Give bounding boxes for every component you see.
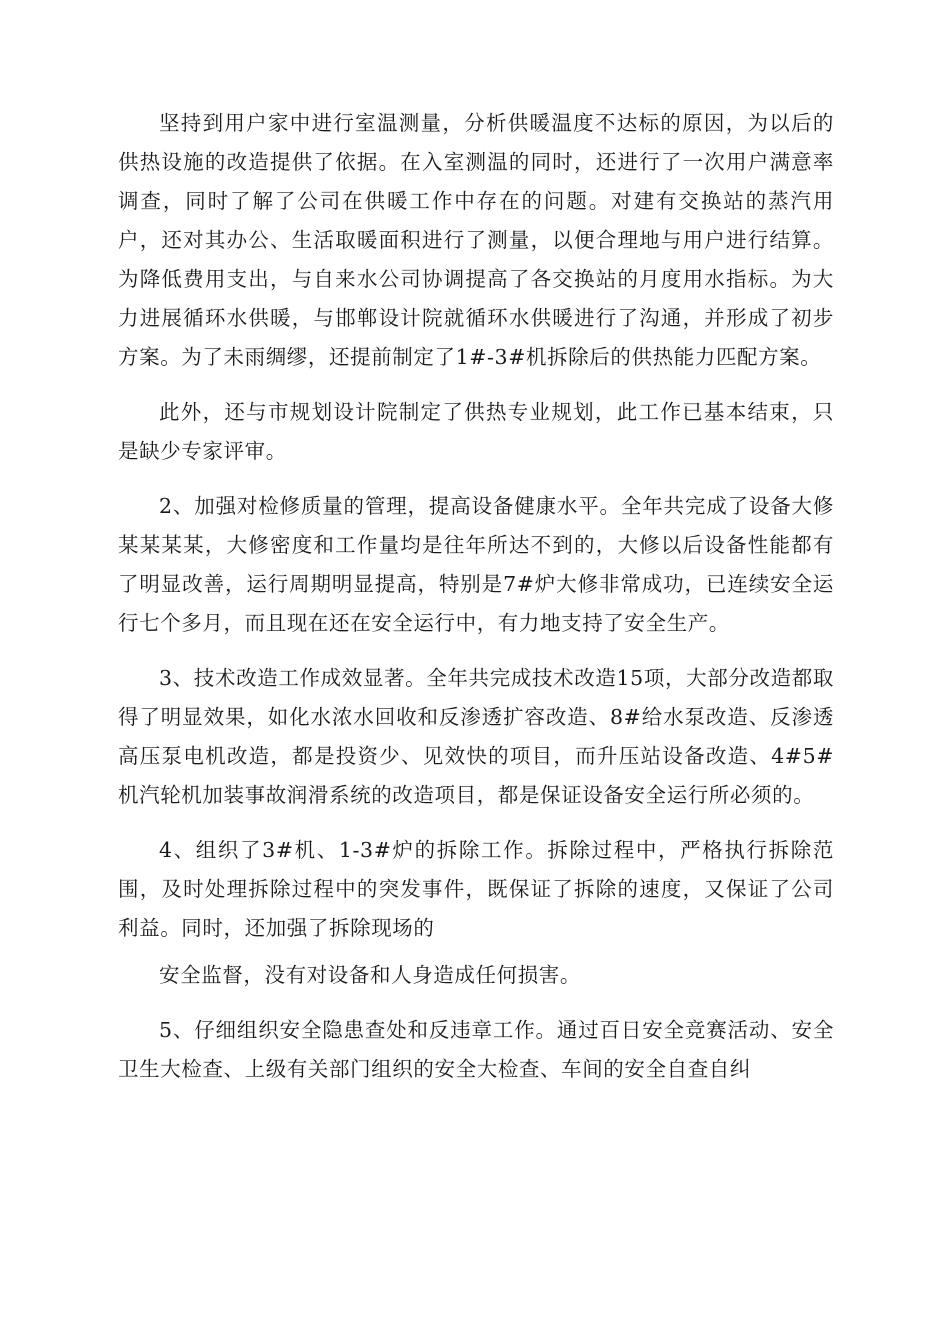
paragraph-hazard-inspection: 5、仔细组织安全隐患查处和反违章工作。通过百日安全竞赛活动、安全卫生大检查、上级有关部门组织的安全大检查、车间的安全自查自纠 bbox=[118, 1018, 834, 1081]
document-body bbox=[118, 104, 834, 1105]
paragraph-safety-supervision: 安全监督，没有对设备和人身造成任何损害。 bbox=[159, 963, 581, 987]
paragraph-heating-plan: 此外，还与市规划设计院制定了供热专业规划，此工作已基本结束，只是缺少专家评审。 bbox=[118, 400, 834, 463]
paragraph-technical-renovation: 3、技术改造工作成效显著。全年共完成技术改造15项，大部分改造都取得了明显效果，如化水浓水回收和反渗透扩容改造、8#给水泵改造、反渗透高压泵电机改造，都是投资少、见效快的项目，而升压站设备改造、4#5#机汽轮机加装事故润滑系统的改造项目，都是保证设备安全运行所必须的。 bbox=[118, 666, 834, 807]
paragraph-maintenance-quality: 2、加强对检修质量的管理，提高设备健康水平。全年共完成了设备大修某某某某，大修密度和工作量均是往年所达不到的，大修以后设备性能都有了明显改善，运行周期明显提高，特别是7#炉大修非常成功，已连续安全运行七个多月，而且现在还在安全运行中，有力地支持了安全生产。 bbox=[118, 494, 834, 635]
paragraph-demolition: 4、组织了3#机、1-3#炉的拆除工作。拆除过程中，严格执行拆除范围，及时处理拆除过程中的突发事件，既保证了拆除的速度，又保证了公司利益。同时，还加强了拆除现场的 bbox=[118, 838, 834, 940]
paragraph-room-temperature: 坚持到用户家中进行室温测量，分析供暖温度不达标的原因，为以后的供热设施的改造提供了依据。在入室测温的同时，还进行了一次用户满意率调查，同时了解了公司在供暖工作中存在的问题。对建有交换站的蒸汽用户，还对其办公、生活取暖面积进行了测量，以便合理地与用户进行结算。为降低费用支出，与自来水公司协调提高了各交换站的月度用水指标。为大力进展循环水供暖，与邯郸设计院就循环水供暖进行了沟通，并形成了初步方案。为了未雨绸缪，还提前制定了1#-3#机拆除后的供热能力匹配方案。 bbox=[118, 111, 834, 369]
